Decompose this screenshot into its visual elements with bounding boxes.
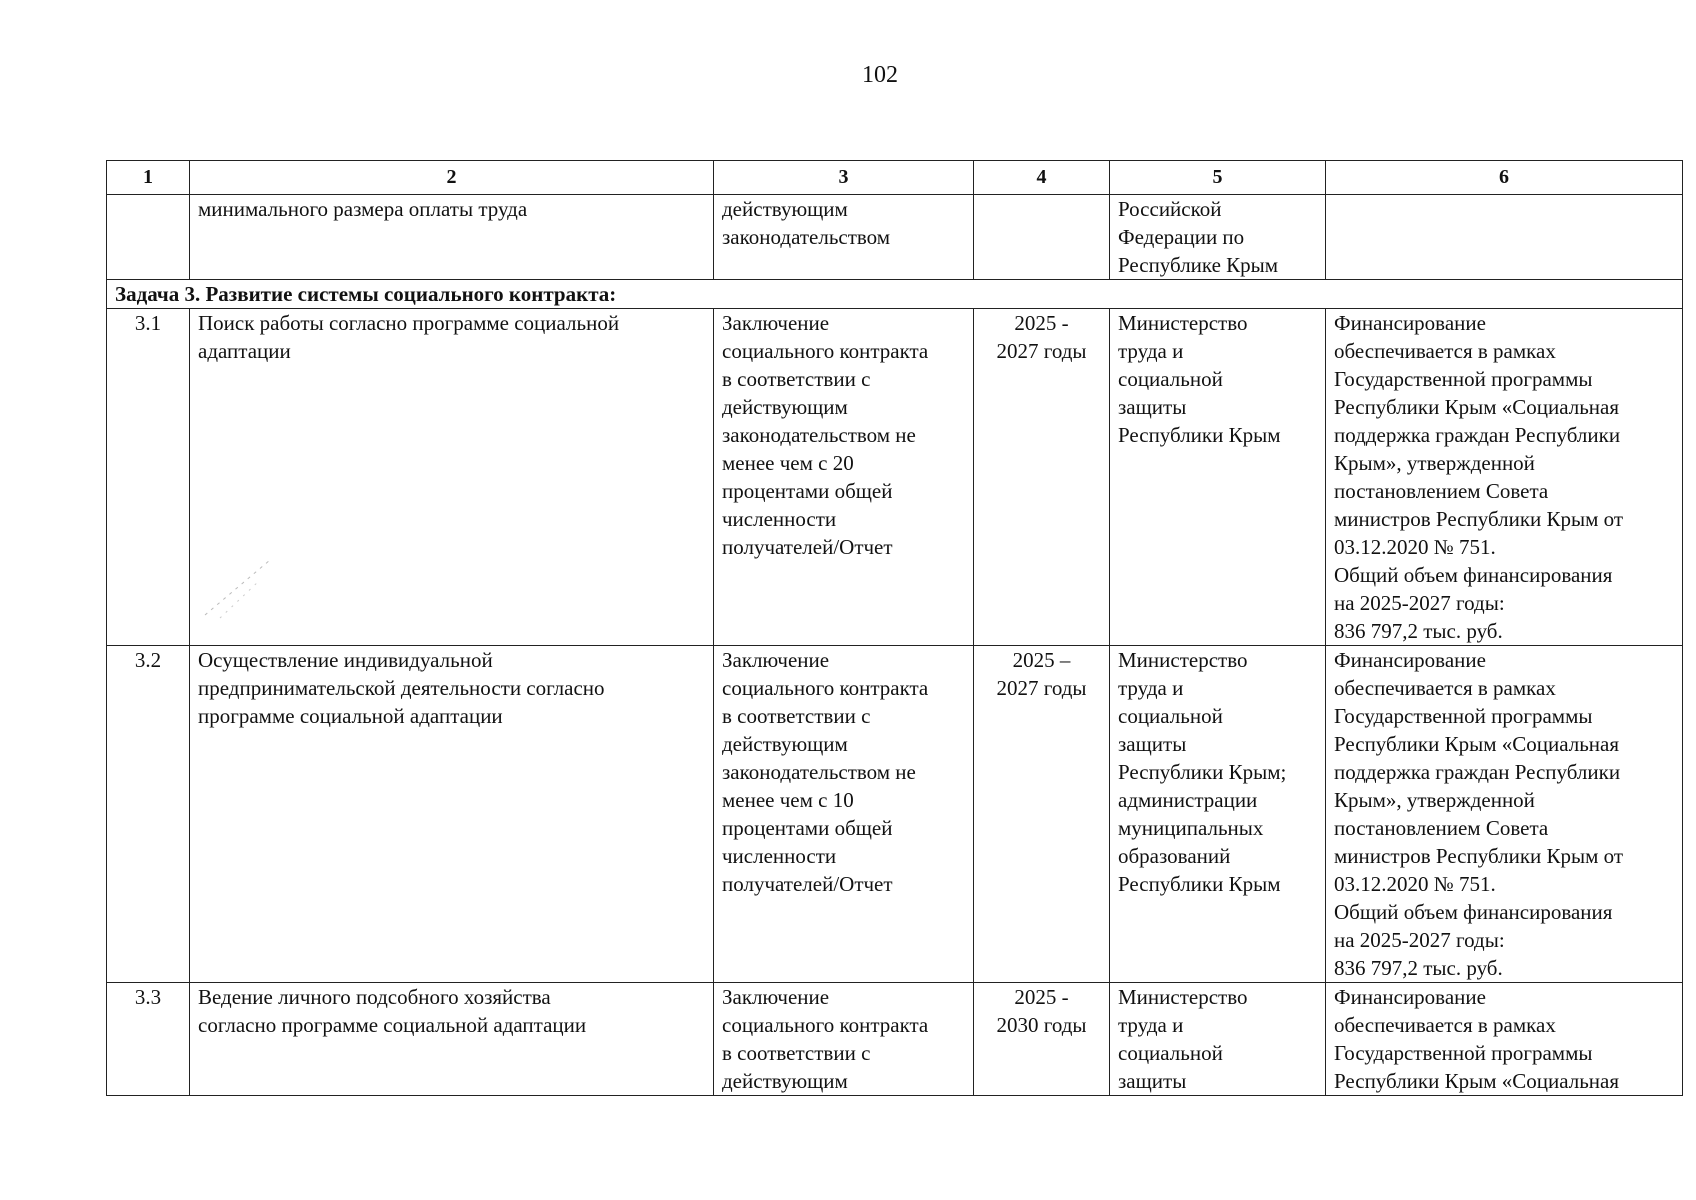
column-header-2: 2: [190, 161, 714, 195]
column-header-3: 3: [714, 161, 974, 195]
cell-responsible: Министерство труда и социальной защиты Республики Крым: [1110, 309, 1326, 646]
table-row: [107, 646, 1683, 983]
cell-financing: Финансирование обеспечивается в рамках Государственной программы Республики Крым «Социальная: [1326, 983, 1683, 1096]
cell-result: Заключение социального контракта в соответствии с действующим законодательством не менее чем с 20 процентами общей численности получателей/Отчет: [714, 309, 974, 646]
column-header-6: 6: [1326, 161, 1683, 195]
cell-result: действующим законодательством: [714, 195, 974, 280]
cell-financing: Финансирование обеспечивается в рамках Государственной программы Республики Крым «Социальная поддержка граждан Республики Крым», утвержденной постановлением Совета министров Республики Крым от 03.12.2020 № 751. Общий объем финансирования на 2025-2027 годы: 836 797,2 тыс. руб.: [1326, 309, 1683, 646]
cell-period: [974, 195, 1110, 280]
cell-number: 3.3: [107, 983, 190, 1096]
table-row: [107, 309, 1683, 646]
cell-number: 3.2: [107, 646, 190, 983]
cell-period: 2025 - 2030 годы: [974, 983, 1110, 1096]
column-number-header-row: [107, 161, 1683, 195]
cell-action: минимального размера оплаты труда: [190, 195, 714, 280]
table-row-continuation: [107, 195, 1683, 280]
cell-period: 2025 - 2027 годы: [974, 309, 1110, 646]
cell-action: Ведение личного подсобного хозяйства согласно программе социальной адаптации: [190, 983, 714, 1096]
column-header-5: 5: [1110, 161, 1326, 195]
cell-period: 2025 – 2027 годы: [974, 646, 1110, 983]
page-number: 102: [862, 62, 898, 88]
column-header-4: 4: [974, 161, 1110, 195]
table-row: [107, 983, 1683, 1096]
task-heading-row: [107, 280, 1683, 309]
column-header-1: 1: [107, 161, 190, 195]
cell-responsible: Министерство труда и социальной защиты: [1110, 983, 1326, 1096]
cell-number: [107, 195, 190, 280]
cell-action: Поиск работы согласно программе социальной адаптации: [190, 309, 714, 646]
cell-action: Осуществление индивидуальной предпринимательской деятельности согласно программе социальной адаптации: [190, 646, 714, 983]
cell-financing: Финансирование обеспечивается в рамках Государственной программы Республики Крым «Социальная поддержка граждан Республики Крым», утвержденной постановлением Совета министров Республики Крым от 03.12.2020 № 751. Общий объем финансирования на 2025-2027 годы: 836 797,2 тыс. руб.: [1326, 646, 1683, 983]
cell-result: Заключение социального контракта в соответствии с действующим: [714, 983, 974, 1096]
cell-result: Заключение социального контракта в соответствии с действующим законодательством не менее чем с 10 процентами общей численности получателей/Отчет: [714, 646, 974, 983]
cell-responsible: Министерство труда и социальной защиты Республики Крым; администрации муниципальных образований Республики Крым: [1110, 646, 1326, 983]
cell-number: 3.1: [107, 309, 190, 646]
cell-financing: [1326, 195, 1683, 280]
cell-responsible: Российской Федерации по Республике Крым: [1110, 195, 1326, 280]
task-heading: Задача 3. Развитие системы социального контракта:: [107, 280, 1683, 309]
scan-artifact-marks: [200, 520, 290, 620]
action-plan-table: [106, 160, 1683, 1096]
